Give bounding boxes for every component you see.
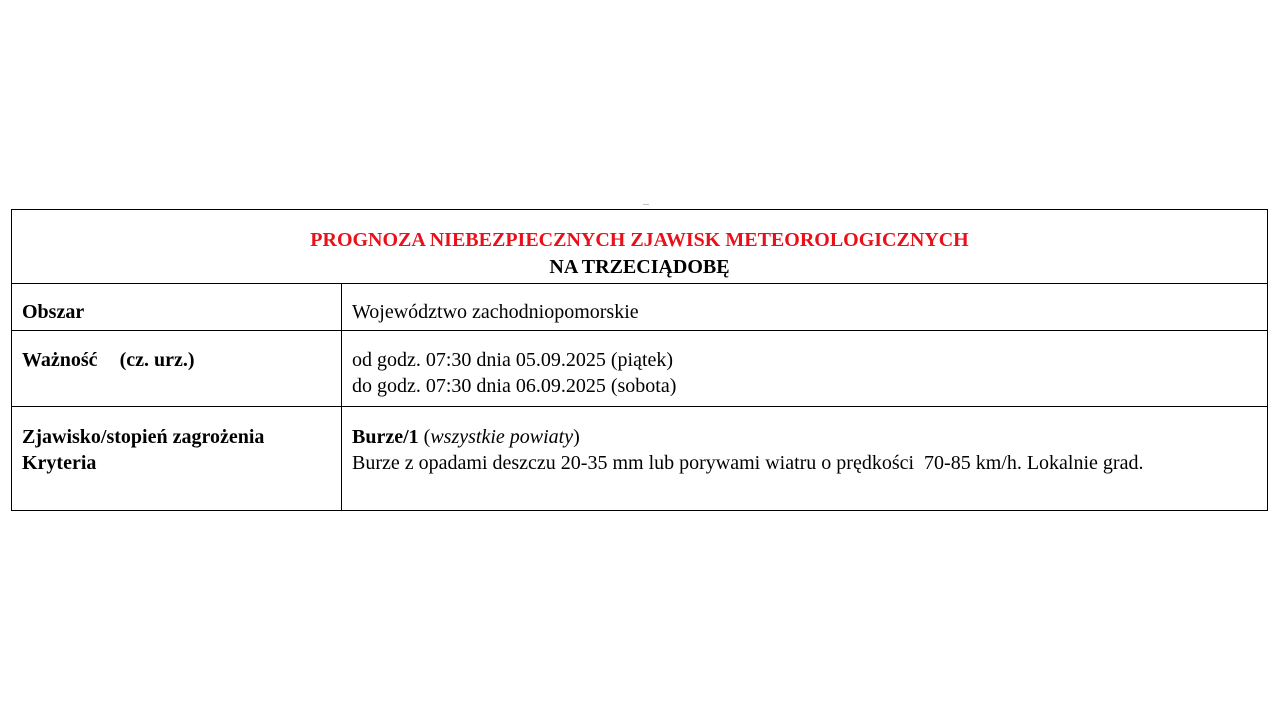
validity-label-cell bbox=[12, 331, 342, 407]
validity-value-cell bbox=[342, 331, 1268, 407]
phenomenon-value: Burze/1 bbox=[352, 426, 419, 448]
validity-label: Ważność bbox=[22, 349, 98, 371]
forecast-subtitle: NA TRZECIĄDOBĘ bbox=[549, 256, 730, 278]
area-label-cell bbox=[12, 284, 342, 331]
validity-row bbox=[12, 331, 1268, 407]
criteria-label: Kryteria bbox=[22, 452, 97, 474]
phenomenon-label: Zjawisko/stopień zagrożenia bbox=[22, 426, 265, 448]
phenomenon-label-cell bbox=[12, 407, 342, 511]
area-row bbox=[12, 284, 1268, 331]
area-value-cell bbox=[342, 284, 1268, 331]
phenomenon-row bbox=[12, 407, 1268, 511]
area-label: Obszar bbox=[22, 301, 85, 323]
criteria-value: Burze z opadami deszczu 20-35 mm lub porywami wiatru o prędkości 70-85 km/h. Lokalnie grad. bbox=[352, 452, 1144, 474]
validity-to: do godz. 07:30 dnia 06.09.2025 (sobota) bbox=[352, 375, 677, 397]
header-row bbox=[12, 210, 1268, 284]
forecast-title: PROGNOZA NIEBEZPIECZNYCH ZJAWISK METEOROLOGICZNYCH bbox=[310, 229, 969, 251]
validity-label-extra: (cz. urz.) bbox=[119, 349, 195, 371]
validity-from: od godz. 07:30 dnia 05.09.2025 (piątek) bbox=[352, 349, 674, 371]
area-value: Województwo zachodniopomorskie bbox=[352, 301, 639, 323]
phenomenon-value-cell: Burze/1 (wszystkie powiaty) Burze z opadami deszczu 20-35 mm lub porywami wiatru o prędkości 70-85 km/h. Lokalnie grad. bbox=[342, 407, 1268, 511]
phenomenon-scope: wszystkie powiaty bbox=[430, 426, 574, 448]
top-mark: ... bbox=[643, 198, 649, 207]
warning-table bbox=[11, 209, 1268, 511]
header-cell bbox=[12, 210, 1268, 284]
